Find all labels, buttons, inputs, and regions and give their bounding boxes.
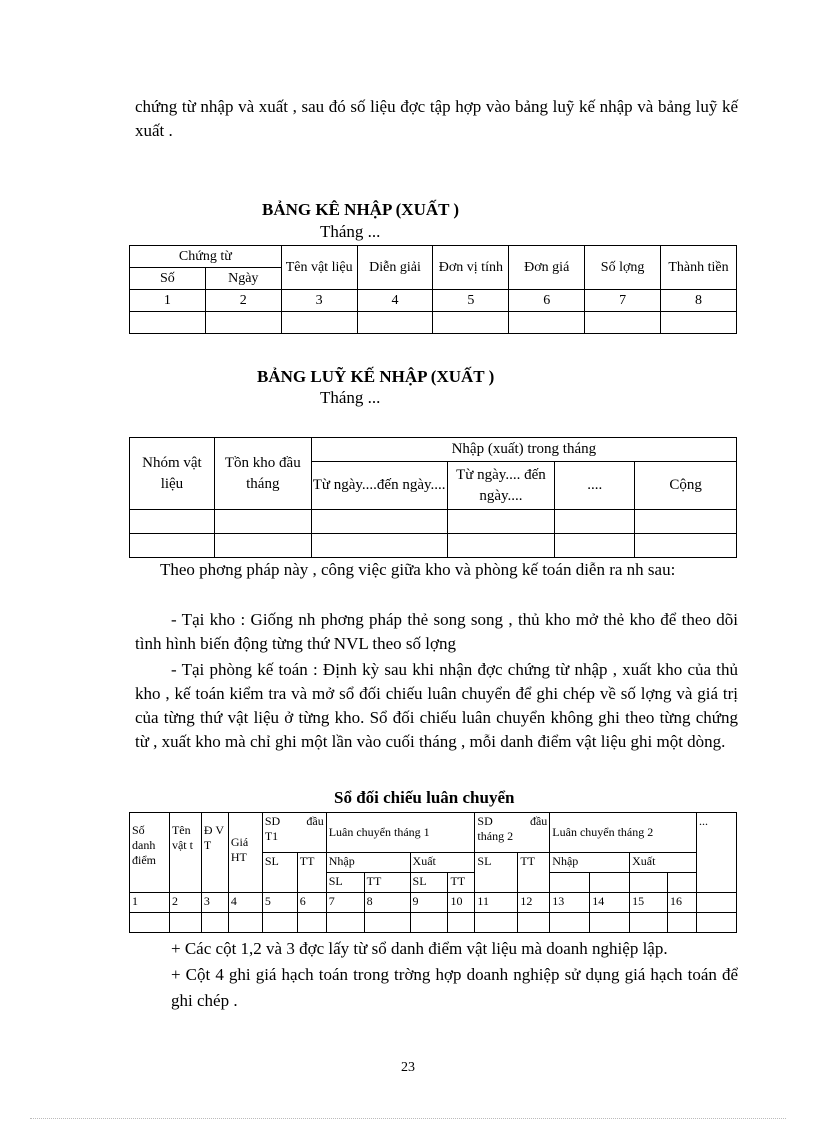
- header-don-gia: Đơn giá: [509, 246, 585, 290]
- header-tt-1: TT: [297, 853, 326, 893]
- sd-thang2-label: tháng 2: [477, 829, 514, 843]
- header-gia-ht: Giá HT: [228, 813, 262, 893]
- page-number: 23: [401, 1060, 415, 1075]
- header-cong: Cộng: [635, 462, 737, 510]
- col-number: 13: [550, 893, 590, 913]
- footer-divider: [30, 1118, 786, 1119]
- col-number: 2: [169, 893, 201, 913]
- header-xuat-2: Xuất: [630, 853, 697, 873]
- reconciliation-ledger-table: [129, 812, 737, 933]
- header-xuat-tt: TT: [448, 873, 475, 893]
- table2-month: Tháng ...: [320, 388, 381, 407]
- header-nhap-sl: SL: [326, 873, 364, 893]
- col-number: 12: [518, 893, 550, 913]
- header-ten-vat-lieu: Tên vật liệu: [281, 246, 357, 290]
- col-number: 2: [205, 290, 281, 312]
- table-row: [130, 312, 737, 334]
- header-luan-chuyen-2: Luân chuyển tháng 2: [550, 813, 697, 853]
- col-number: 7: [585, 290, 661, 312]
- header-ellipsis: ...: [696, 813, 736, 893]
- sd-t1-label: T1: [264, 829, 279, 843]
- table-row: [130, 534, 737, 558]
- table-row: [130, 913, 737, 933]
- table1-title: BẢNG KÊ NHẬP (XUẤT ): [262, 200, 460, 219]
- col-number: 6: [297, 893, 326, 913]
- header-don-vi-tinh: Đơn vị tính: [433, 246, 509, 290]
- col-number: 1: [130, 893, 170, 913]
- col-number: 1: [130, 290, 206, 312]
- header-ngay: Ngày: [205, 268, 281, 290]
- col-number: 16: [668, 893, 697, 913]
- import-export-list-table: [129, 245, 737, 334]
- header-sd-dau-t1: [262, 813, 326, 853]
- col-number: 14: [590, 893, 630, 913]
- header-luan-chuyen-1: Luân chuyển tháng 1: [326, 813, 475, 853]
- col-number: 3: [201, 893, 228, 913]
- col-number: 11: [475, 893, 518, 913]
- header-period-1: Từ ngày....đến ngày....: [311, 462, 447, 510]
- col-number: 10: [448, 893, 475, 913]
- col-number: 8: [661, 290, 737, 312]
- col-number: 3: [281, 290, 357, 312]
- sd-dau-label: đầu: [529, 814, 548, 828]
- col-number: 9: [410, 893, 448, 913]
- sd-dau-label: đầu: [306, 814, 324, 828]
- header-so: Số: [130, 268, 206, 290]
- note-columns-1-3: + Các cột 1,2 và 3 đợc lấy từ sổ danh điểm vật liệu mà doanh nghiệp lập.: [171, 939, 668, 958]
- header-xuat-sl: SL: [410, 873, 448, 893]
- header-sl-2: SL: [475, 853, 518, 893]
- header-sl-1: SL: [262, 853, 297, 893]
- sd-label: SD: [477, 814, 493, 828]
- note-column-4: + Cột 4 ghi giá hạch toán trong trờng hợp doanh nghiệp sử dụng giá hạch toán để ghi chép .: [171, 965, 738, 1010]
- header-so-danh-diem: Số danh điểm: [130, 813, 170, 893]
- header-period-2: Từ ngày.... đến ngày....: [447, 462, 555, 510]
- table2-title: BẢNG LUỸ KẾ NHẬP (XUẤT ): [257, 367, 495, 386]
- header-xuat-1: Xuất: [410, 853, 475, 873]
- header-period-more: ....: [555, 462, 635, 510]
- header-so-luong: Số lợng: [585, 246, 661, 290]
- col-number: 8: [364, 893, 410, 913]
- paragraph-warehouse: - Tại kho : Giống nh phơng pháp thẻ song song , thủ kho mở thẻ kho để theo dõi tình hình biến động từng thứ NVL theo số lợng: [135, 610, 738, 653]
- header-dvt: Đ V T: [201, 813, 228, 893]
- table3-title: Sổ đối chiếu luân chuyển: [334, 788, 515, 807]
- table1-month: Tháng ...: [320, 222, 381, 241]
- col-number: 5: [262, 893, 297, 913]
- paragraph-method: Theo phơng pháp này , công việc giữa kho và phòng kế toán diễn ra nh sau:: [160, 560, 676, 579]
- col-number: 7: [326, 893, 364, 913]
- header-nhap-2: Nhập: [550, 853, 630, 873]
- col-number: 15: [630, 893, 668, 913]
- sd-label: SD: [264, 814, 281, 828]
- header-nhap-1: Nhập: [326, 853, 410, 873]
- header-tt-2: TT: [518, 853, 550, 893]
- header-nhap-xuat: Nhập (xuất) trong tháng: [311, 438, 736, 462]
- intro-paragraph: chứng từ nhập và xuất , sau đó số liệu đợc tập hợp vào bảng luỹ kế nhập và bảng luỹ kế xuất .: [135, 97, 738, 140]
- header-dien-giai: Diễn giải: [357, 246, 433, 290]
- header-thanh-tien: Thành tiền: [661, 246, 737, 290]
- header-nhom-vat-lieu: Nhóm vật liệu: [130, 438, 215, 510]
- col-number: 6: [509, 290, 585, 312]
- col-number: 5: [433, 290, 509, 312]
- header-ten-vat-tu: Tên vật t: [169, 813, 201, 893]
- col-number: 4: [357, 290, 433, 312]
- header-chung-tu: Chứng từ: [130, 246, 282, 268]
- header-ton-kho: Tồn kho đầu tháng: [214, 438, 311, 510]
- col-number: 4: [228, 893, 262, 913]
- header-nhap-tt: TT: [364, 873, 410, 893]
- table-row: [130, 510, 737, 534]
- paragraph-accounting: - Tại phòng kế toán : Định kỳ sau khi nhận đợc chứng từ nhập , xuất kho của thủ kho , kế toán kiểm tra và mở sổ đối chiếu luân chuyển để ghi chép về số lợng và giá trị của từng thứ vật liệu ở từng kho. Sổ đối chiếu luân chuyển không ghi theo từng chứng từ , xuất kho mà chỉ ghi một lần vào cuối tháng , mỗi danh điểm vật liệu ghi một dòng.: [135, 660, 738, 751]
- header-sd-dau-thang2: [475, 813, 550, 853]
- cumulative-table: [129, 437, 737, 558]
